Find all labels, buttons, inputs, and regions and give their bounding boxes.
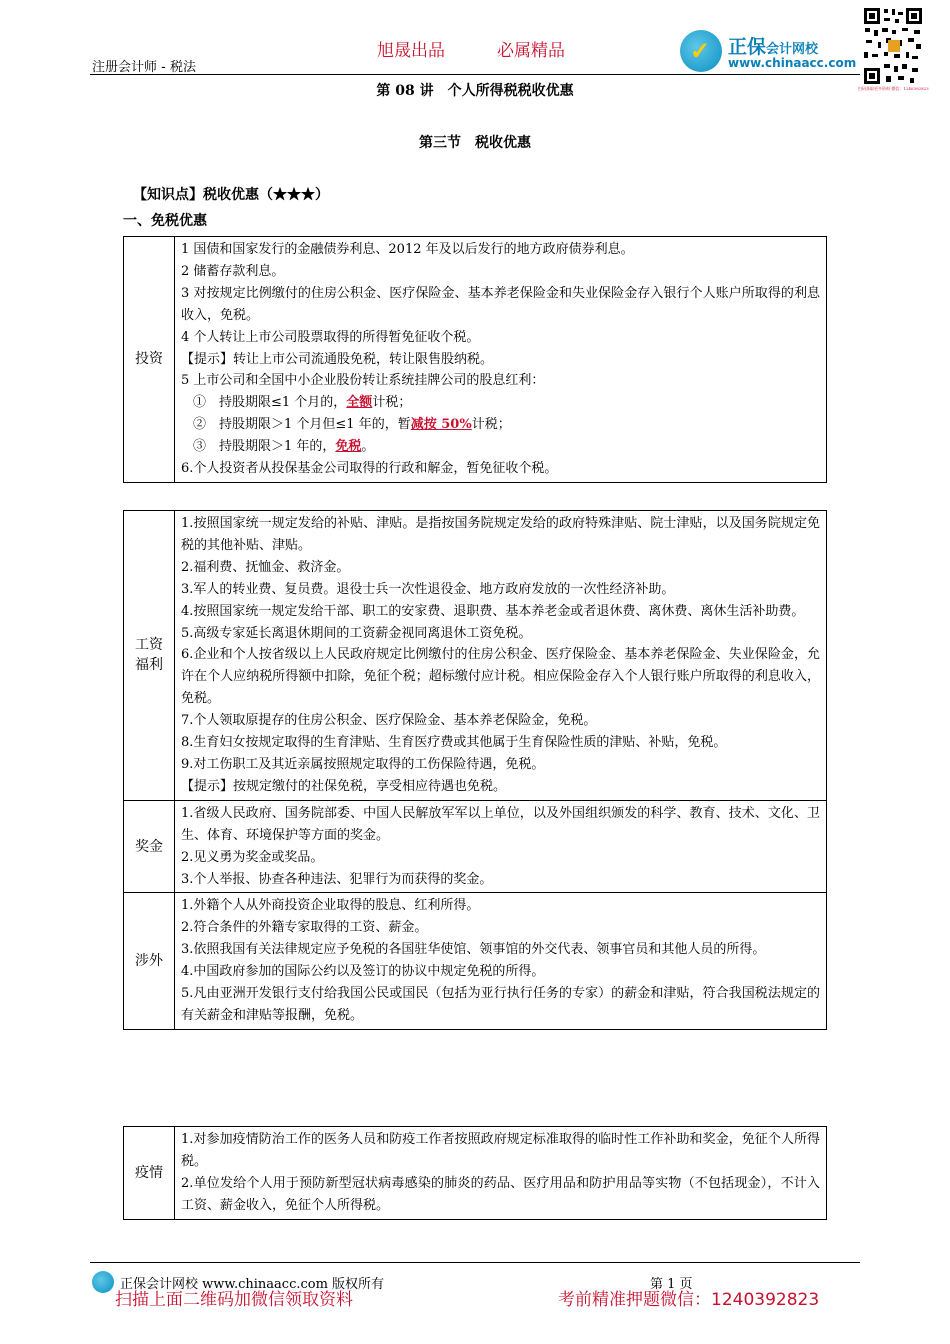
- list-item: 3.军人的转业费、复员费。退役士兵一次性退役金、地方政府发放的一次性经济补助。: [181, 581, 675, 597]
- investment-table: [123, 236, 827, 483]
- content-cell-awards: [175, 800, 827, 893]
- list-item: 9.对工伤职工及其近亲属按照规定取得的工伤保险待遇，免税。: [181, 756, 545, 772]
- content-cell-wages: [175, 511, 827, 801]
- list-item: 3 对按规定比例缴付的住房公积金、医疗保险金、基本养老保险金和失业保险金存入银行个人账户所取得的利息收入，免税。: [181, 285, 820, 323]
- list-item: 1.外籍个人从外商投资企业取得的股息、红利所得。: [181, 898, 480, 914]
- slogan-left: 旭晟出品: [377, 41, 445, 61]
- section-title: 第三节 税收优惠: [419, 135, 531, 151]
- promo-left: 扫描上面二维码加微信领取资料: [115, 1290, 353, 1310]
- qr-code-icon: [862, 6, 924, 86]
- content-cell-investment: [175, 237, 827, 483]
- footer-divider: [90, 1262, 860, 1263]
- holding-rule-item: ③ 持股期限＞1 年的，免税。: [193, 439, 375, 455]
- header-divider: [90, 74, 860, 75]
- highlight-text: 减按 50%: [410, 417, 472, 433]
- brand-logo[interactable]: [680, 30, 860, 74]
- wages-awards-foreign-table: [123, 510, 827, 1030]
- category-cell-investment: 投资: [124, 237, 175, 483]
- tip-item: 【提示】转让上市公司流通股免税，转让限售股纳税。: [181, 351, 494, 367]
- category-cell-wages: 工资 福利: [124, 511, 175, 801]
- content-cell-epidemic: [175, 1127, 827, 1220]
- list-item: 1.对参加疫情防治工作的医务人员和防疫工作者按照政府规定标准取得的临时性工作补助和奖金，免征个人所得税。: [181, 1132, 820, 1169]
- slogan-right: 必属精品: [497, 41, 565, 61]
- list-item: 3.依照我国有关法律规定应予免税的各国驻华使馆、领事馆的外交代表、领事官员和其他人员的所得。: [181, 942, 766, 958]
- list-item: 8.生育妇女按规定取得的生育津贴、生育医疗费或其他属于生育保险性质的津贴、补贴，免税。: [181, 735, 727, 751]
- page-number: 第 1 页: [650, 1277, 693, 1292]
- list-item: 2.单位发给个人用于预防新型冠状病毒感染的肺炎的药品、医疗用品和防护用品等实物（不包括现金），不计入工资、薪金收入，免征个人所得税。: [181, 1175, 820, 1213]
- category-cell-awards: 奖金: [124, 800, 175, 893]
- list-item: 5.高级专家延长离退休期间的工资薪金视同离退休工资免税。: [181, 625, 532, 641]
- holding-rule-item: ① 持股期限≤1 个月的，全额计税；: [193, 395, 412, 411]
- subsection-title: 一、免税优惠: [123, 213, 207, 229]
- footer-copyright: 正保会计网校 www.chinaacc.com 版权所有: [120, 1277, 385, 1292]
- promo-right: 考前精准押题微信：1240392823: [558, 1290, 820, 1310]
- tip-item: 【提示】按规定缴付的社保免税，享受相应待遇也免税。: [181, 778, 507, 794]
- list-item: 4.按照国家统一规定发给干部、职工的安家费、退职费、基本养老金或者退休费、离休费、离休生活补助费。: [181, 603, 805, 619]
- content-cell-foreign: [175, 893, 827, 1029]
- list-item: 4 个人转让上市公司股票取得的所得暂免征收个税。: [181, 329, 480, 345]
- category-cell-foreign: 涉外: [124, 893, 175, 1029]
- list-item: 2.福利费、抚恤金、救济金。: [181, 559, 350, 575]
- list-item: 1.按照国家统一规定发给的补贴、津贴。是指按国务院规定发给的政府特殊津贴、院士津贴，以及国务院规定免税的其他补贴、津贴。: [181, 516, 820, 553]
- list-item: 3.个人举报、协查各种违法、犯罪行为而获得的奖金。: [181, 871, 493, 887]
- holding-rule-item: ② 持股期限＞1 个月但≤1 年的，暂减按 50%计税；: [193, 417, 511, 433]
- highlight-text: 全额: [346, 395, 373, 411]
- epidemic-table: [123, 1126, 827, 1220]
- footer-logo-icon: [92, 1271, 114, 1293]
- qr-caption: 扫码获取更多资料 微信：1240392823: [858, 86, 929, 91]
- lecture-title: 第 08 讲 个人所得税税收优惠: [376, 83, 574, 99]
- knowledge-point-title: 【知识点】税收优惠（★★★）: [133, 187, 329, 203]
- logo-url: www.chinaacc.com: [728, 56, 857, 70]
- list-item: 4.中国政府参加的国际公约以及签订的协议中规定免税的所得。: [181, 964, 545, 980]
- highlight-text: 免税: [335, 439, 362, 455]
- list-item: 7.个人领取原提存的住房公积金、医疗保险金、基本养老保险金，免税。: [181, 713, 597, 729]
- category-cell-epidemic: 疫情: [124, 1127, 175, 1220]
- list-item: 2.符合条件的外籍专家取得的工资、薪金。: [181, 920, 428, 936]
- logo-title: 正保会计网校: [728, 36, 819, 58]
- list-item: 5.凡由亚洲开发银行支付给我国公民或国民（包括为亚行执行任务的专家）的薪金和津贴，符合我国税法规定的有关薪金和津贴等报酬，免税。: [181, 986, 820, 1023]
- list-item: 1 国债和国家发行的金融债券利息、2012 年及以后发行的地方政府债券利息。: [181, 242, 634, 257]
- list-item: 2 储蓄存款利息。: [181, 263, 285, 279]
- list-item: 6.企业和个人按省级以上人民政府规定比例缴付的住房公积金、医疗保险金、基本养老保险金、失业保险金，允许在个人应纳税所得额中扣除，免征个税；超标缴付应计税。相应保险金存入个人银行账户所取得的利息收入，免税。: [181, 647, 820, 707]
- course-label: 注册会计师 - 税法: [92, 60, 196, 75]
- list-item: 1.省级人民政府、国务院部委、中国人民解放军军以上单位，以及外国组织颁发的科学、教育、技术、文化、卫生、体育、环境保护等方面的奖金。: [181, 805, 820, 843]
- list-item: 5 上市公司和全国中小企业股份转让系统挂牌公司的股息红利：: [181, 373, 545, 389]
- list-item: 6.个人投资者从投保基金公司取得的行政和解金，暂免征收个税。: [181, 461, 558, 477]
- logo-check-icon: ✓: [690, 36, 711, 65]
- list-item: 2.见义勇为奖金或奖品。: [181, 849, 324, 865]
